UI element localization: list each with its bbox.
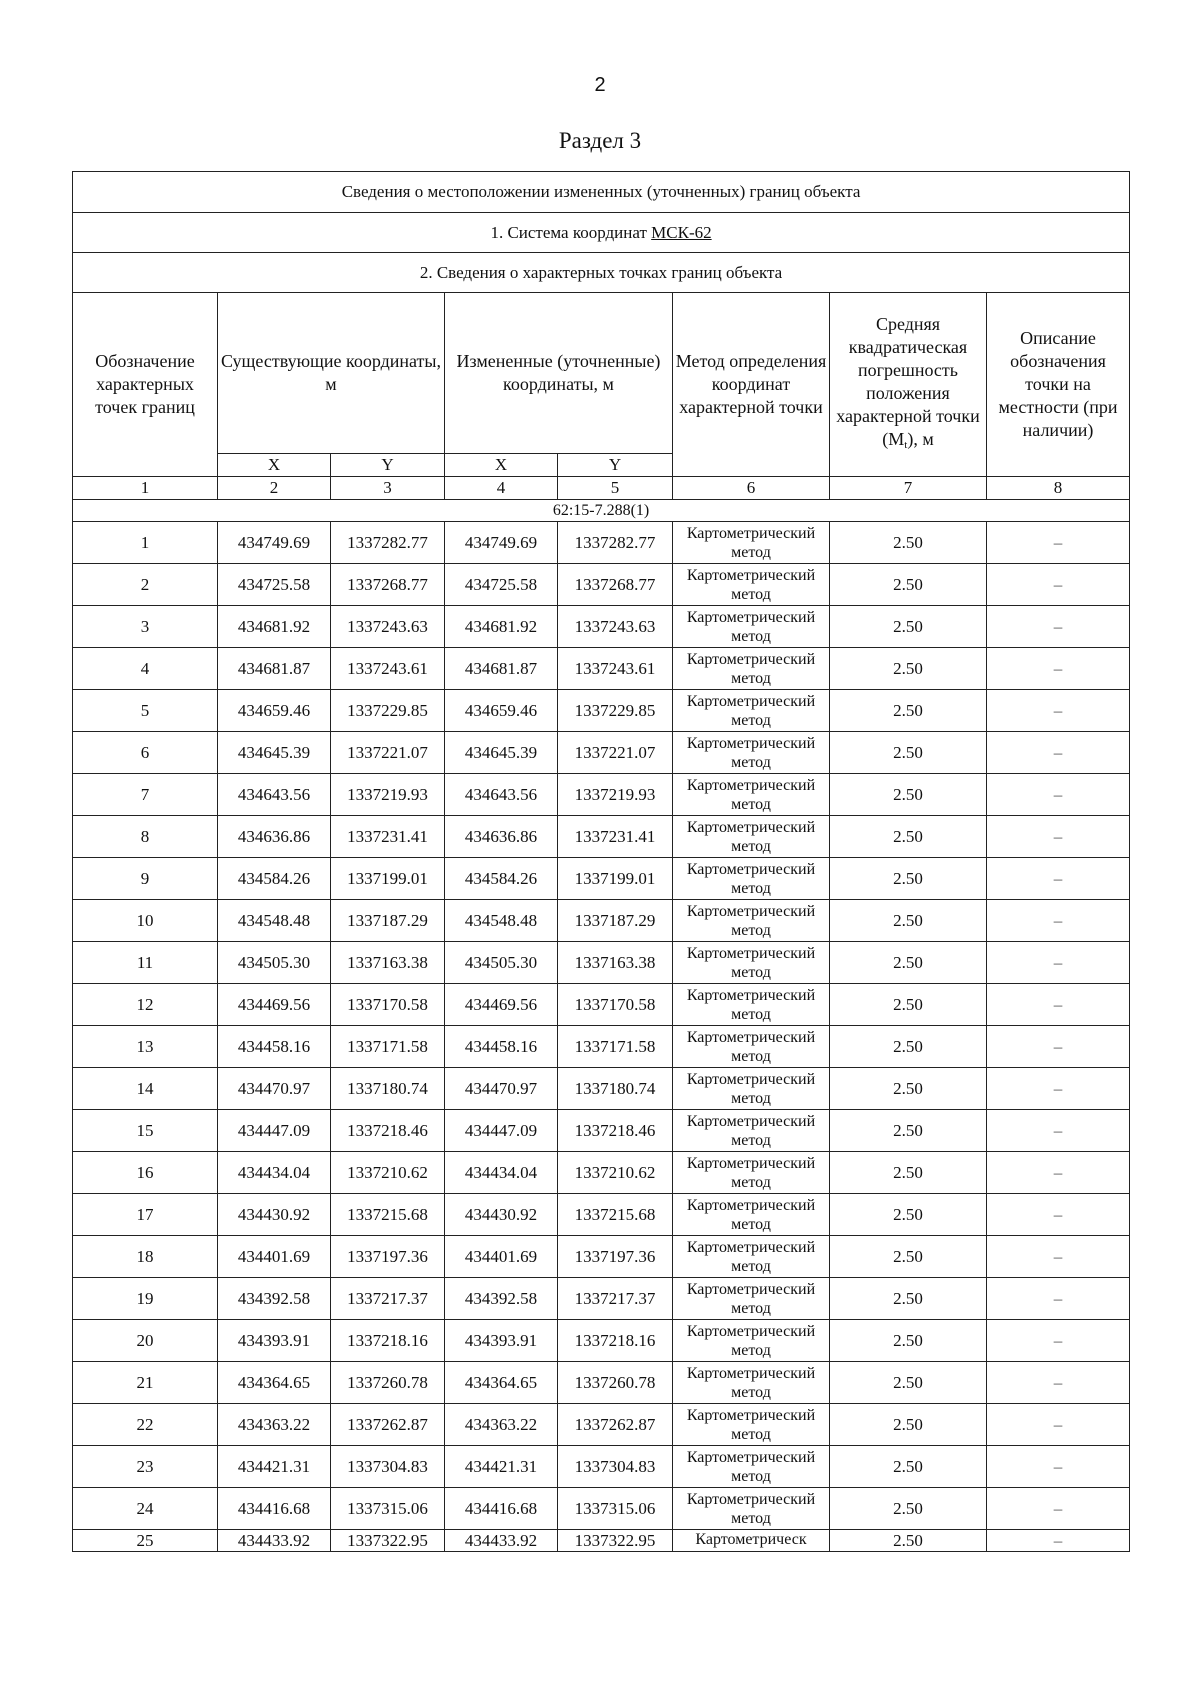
cell-method: Картометрический метод — [673, 648, 830, 690]
cell-changed-x: 434681.92 — [445, 606, 558, 648]
cell-existing-x: 434434.04 — [218, 1152, 331, 1194]
cell-mean-square-error: 2.50 — [830, 816, 987, 858]
cell-point-number: 12 — [73, 984, 218, 1026]
table-row — [73, 1278, 1130, 1320]
cell-changed-x: 434430.92 — [445, 1194, 558, 1236]
cell-changed-y: 1337171.58 — [558, 1026, 673, 1068]
table-row — [73, 1236, 1130, 1278]
table-row — [73, 606, 1130, 648]
cell-existing-x: 434470.97 — [218, 1068, 331, 1110]
cell-description: – — [987, 1362, 1130, 1404]
header-changed-coordinates: Измененные (уточненные) координаты, м — [445, 293, 673, 454]
cell-changed-y: 1337262.87 — [558, 1404, 673, 1446]
table-title: Сведения о местоположении измененных (уточненных) границ объекта — [73, 172, 1130, 213]
cell-changed-x: 434433.92 — [445, 1530, 558, 1552]
coordinate-system-row — [73, 213, 1130, 253]
cell-method: Картометрический метод — [673, 816, 830, 858]
header-description: Описание обозначения точки на местности (при наличии) — [987, 293, 1130, 477]
table-row — [73, 522, 1130, 564]
header-mean-square-error-unit: ), м — [907, 428, 934, 449]
table-row — [73, 1404, 1130, 1446]
cell-point-number: 1 — [73, 522, 218, 564]
cell-method: Картометрический метод — [673, 606, 830, 648]
cell-existing-x: 434363.22 — [218, 1404, 331, 1446]
cell-existing-y: 1337218.16 — [331, 1320, 445, 1362]
table-row — [73, 1488, 1130, 1530]
cell-mean-square-error: 2.50 — [830, 858, 987, 900]
cell-mean-square-error: 2.50 — [830, 1530, 987, 1552]
cell-changed-y: 1337231.41 — [558, 816, 673, 858]
cell-mean-square-error: 2.50 — [830, 1194, 987, 1236]
cell-point-number: 14 — [73, 1068, 218, 1110]
cell-point-number: 7 — [73, 774, 218, 816]
cell-existing-y: 1337171.58 — [331, 1026, 445, 1068]
cell-existing-x: 434725.58 — [218, 564, 331, 606]
cell-existing-y: 1337197.36 — [331, 1236, 445, 1278]
cell-mean-square-error: 2.50 — [830, 564, 987, 606]
cell-existing-y: 1337282.77 — [331, 522, 445, 564]
cell-description: – — [987, 984, 1130, 1026]
cell-mean-square-error: 2.50 — [830, 942, 987, 984]
table-row — [73, 984, 1130, 1026]
column-number: 1 — [73, 477, 218, 500]
cell-mean-square-error: 2.50 — [830, 690, 987, 732]
cell-changed-y: 1337197.36 — [558, 1236, 673, 1278]
cell-point-number: 22 — [73, 1404, 218, 1446]
cell-existing-y: 1337268.77 — [331, 564, 445, 606]
table-row — [73, 1362, 1130, 1404]
cell-changed-x: 434416.68 — [445, 1488, 558, 1530]
cell-description: – — [987, 1194, 1130, 1236]
table-row — [73, 1194, 1130, 1236]
cell-existing-x: 434681.92 — [218, 606, 331, 648]
cell-point-number: 21 — [73, 1362, 218, 1404]
cell-mean-square-error: 2.50 — [830, 732, 987, 774]
cell-existing-x: 434681.87 — [218, 648, 331, 690]
cell-changed-x: 434470.97 — [445, 1068, 558, 1110]
column-number: 2 — [218, 477, 331, 500]
cell-point-number: 10 — [73, 900, 218, 942]
cell-changed-y: 1337170.58 — [558, 984, 673, 1026]
cell-description: – — [987, 1110, 1130, 1152]
cell-existing-x: 434433.92 — [218, 1530, 331, 1552]
table-row — [73, 1530, 1130, 1552]
cell-mean-square-error: 2.50 — [830, 1446, 987, 1488]
cell-point-number: 25 — [73, 1530, 218, 1552]
cell-changed-y: 1337221.07 — [558, 732, 673, 774]
cell-description: – — [987, 1068, 1130, 1110]
cell-mean-square-error: 2.50 — [830, 1236, 987, 1278]
cell-point-number: 9 — [73, 858, 218, 900]
cell-changed-x: 434505.30 — [445, 942, 558, 984]
cell-changed-x: 434643.56 — [445, 774, 558, 816]
cell-changed-y: 1337219.93 — [558, 774, 673, 816]
cell-point-number: 13 — [73, 1026, 218, 1068]
header-mean-square-error-text: Средняя квадратическая погрешность положения характерной точки (M — [836, 313, 980, 449]
cell-method: Картометрический метод — [673, 858, 830, 900]
cell-point-number: 11 — [73, 942, 218, 984]
cell-changed-x: 434401.69 — [445, 1236, 558, 1278]
cell-changed-y: 1337217.37 — [558, 1278, 673, 1320]
column-number: 8 — [987, 477, 1130, 500]
cell-point-number: 4 — [73, 648, 218, 690]
cell-description: – — [987, 774, 1130, 816]
table-row — [73, 1110, 1130, 1152]
cell-existing-y: 1337199.01 — [331, 858, 445, 900]
table-row — [73, 774, 1130, 816]
header-changed-x: X — [445, 454, 558, 477]
cell-changed-y: 1337243.61 — [558, 648, 673, 690]
cell-existing-y: 1337243.61 — [331, 648, 445, 690]
cell-method: Картометрический метод — [673, 1236, 830, 1278]
cell-description: – — [987, 858, 1130, 900]
column-number: 3 — [331, 477, 445, 500]
cell-description: – — [987, 522, 1130, 564]
cell-changed-y: 1337243.63 — [558, 606, 673, 648]
cell-changed-x: 434681.87 — [445, 648, 558, 690]
cell-description: – — [987, 1320, 1130, 1362]
cell-point-number: 3 — [73, 606, 218, 648]
cell-existing-x: 434659.46 — [218, 690, 331, 732]
cell-existing-x: 434416.68 — [218, 1488, 331, 1530]
cell-mean-square-error: 2.50 — [830, 522, 987, 564]
cell-mean-square-error: 2.50 — [830, 1110, 987, 1152]
cell-existing-x: 434421.31 — [218, 1446, 331, 1488]
cell-existing-x: 434393.91 — [218, 1320, 331, 1362]
cell-description: – — [987, 1446, 1130, 1488]
cell-changed-x: 434434.04 — [445, 1152, 558, 1194]
cell-description: – — [987, 1488, 1130, 1530]
cell-changed-y: 1337180.74 — [558, 1068, 673, 1110]
cell-method: Картометрический метод — [673, 522, 830, 564]
cell-point-number: 23 — [73, 1446, 218, 1488]
header-mean-square-error — [830, 293, 987, 477]
table-row — [73, 564, 1130, 606]
cell-description: – — [987, 564, 1130, 606]
column-number: 5 — [558, 477, 673, 500]
cell-mean-square-error: 2.50 — [830, 1152, 987, 1194]
cell-existing-y: 1337180.74 — [331, 1068, 445, 1110]
table-row — [73, 900, 1130, 942]
table-row — [73, 1320, 1130, 1362]
boundary-points-table — [72, 171, 1130, 1552]
cell-existing-y: 1337243.63 — [331, 606, 445, 648]
cell-description: – — [987, 1404, 1130, 1446]
cell-method: Картометрический метод — [673, 1446, 830, 1488]
cell-existing-x: 434364.65 — [218, 1362, 331, 1404]
cell-existing-x: 434636.86 — [218, 816, 331, 858]
cell-changed-y: 1337322.95 — [558, 1530, 673, 1552]
cell-changed-x: 434421.31 — [445, 1446, 558, 1488]
cell-existing-y: 1337231.41 — [331, 816, 445, 858]
cell-description: – — [987, 1026, 1130, 1068]
cell-existing-x: 434458.16 — [218, 1026, 331, 1068]
cell-existing-y: 1337219.93 — [331, 774, 445, 816]
cell-mean-square-error: 2.50 — [830, 1278, 987, 1320]
cell-point-number: 8 — [73, 816, 218, 858]
cell-changed-x: 434447.09 — [445, 1110, 558, 1152]
cell-method: Картометрический метод — [673, 564, 830, 606]
cell-point-number: 18 — [73, 1236, 218, 1278]
cell-point-number: 2 — [73, 564, 218, 606]
cell-existing-x: 434584.26 — [218, 858, 331, 900]
cell-mean-square-error: 2.50 — [830, 1488, 987, 1530]
cell-existing-y: 1337217.37 — [331, 1278, 445, 1320]
cell-existing-y: 1337229.85 — [331, 690, 445, 732]
cell-description: – — [987, 732, 1130, 774]
cell-method: Картометрический метод — [673, 1068, 830, 1110]
cell-method: Картометрическ — [673, 1530, 830, 1552]
cell-existing-x: 434645.39 — [218, 732, 331, 774]
cell-changed-x: 434458.16 — [445, 1026, 558, 1068]
cell-description: – — [987, 900, 1130, 942]
header-point-designation: Обозначение характерных точек границ — [73, 293, 218, 477]
column-number: 6 — [673, 477, 830, 500]
cell-method: Картометрический метод — [673, 774, 830, 816]
cell-description: – — [987, 942, 1130, 984]
cell-method: Картометрический метод — [673, 1404, 830, 1446]
cell-changed-y: 1337187.29 — [558, 900, 673, 942]
cell-mean-square-error: 2.50 — [830, 900, 987, 942]
cell-changed-y: 1337163.38 — [558, 942, 673, 984]
cell-existing-y: 1337170.58 — [331, 984, 445, 1026]
section-title: Раздел 3 — [558, 128, 642, 153]
cell-existing-y: 1337322.95 — [331, 1530, 445, 1552]
points-section-title: 2. Сведения о характерных точках границ объекта — [73, 253, 1130, 293]
cell-existing-x: 434548.48 — [218, 900, 331, 942]
cell-changed-x: 434725.58 — [445, 564, 558, 606]
coordinate-system-value: МСК-62 — [651, 222, 712, 242]
cell-point-number: 20 — [73, 1320, 218, 1362]
cell-changed-x: 434392.58 — [445, 1278, 558, 1320]
cell-mean-square-error: 2.50 — [830, 774, 987, 816]
table-row — [73, 1446, 1130, 1488]
cell-point-number: 17 — [73, 1194, 218, 1236]
cell-existing-x: 434401.69 — [218, 1236, 331, 1278]
cell-changed-y: 1337260.78 — [558, 1362, 673, 1404]
cell-method: Картометрический метод — [673, 1194, 830, 1236]
cell-method: Картометрический метод — [673, 1278, 830, 1320]
table-row — [73, 648, 1130, 690]
cell-existing-y: 1337218.46 — [331, 1110, 445, 1152]
cell-changed-y: 1337268.77 — [558, 564, 673, 606]
cell-point-number: 6 — [73, 732, 218, 774]
cell-mean-square-error: 2.50 — [830, 1026, 987, 1068]
cell-existing-x: 434643.56 — [218, 774, 331, 816]
cell-changed-y: 1337304.83 — [558, 1446, 673, 1488]
cell-changed-y: 1337315.06 — [558, 1488, 673, 1530]
page-number: 2 — [594, 74, 606, 96]
cell-existing-y: 1337215.68 — [331, 1194, 445, 1236]
cell-changed-x: 434584.26 — [445, 858, 558, 900]
column-number: 4 — [445, 477, 558, 500]
table-row — [73, 816, 1130, 858]
cell-point-number: 19 — [73, 1278, 218, 1320]
cell-description: – — [987, 606, 1130, 648]
table-row — [73, 1026, 1130, 1068]
cell-method: Картометрический метод — [673, 942, 830, 984]
cell-method: Картометрический метод — [673, 1488, 830, 1530]
cell-method: Картометрический метод — [673, 1152, 830, 1194]
cell-point-number: 15 — [73, 1110, 218, 1152]
table-row — [73, 732, 1130, 774]
cell-changed-x: 434659.46 — [445, 690, 558, 732]
cell-existing-y: 1337187.29 — [331, 900, 445, 942]
cell-existing-y: 1337221.07 — [331, 732, 445, 774]
header-mean-square-error-subscript: t — [904, 438, 908, 451]
cell-mean-square-error: 2.50 — [830, 1320, 987, 1362]
cell-changed-x: 434645.39 — [445, 732, 558, 774]
cell-changed-x: 434636.86 — [445, 816, 558, 858]
cell-changed-y: 1337210.62 — [558, 1152, 673, 1194]
cell-point-number: 5 — [73, 690, 218, 732]
cell-existing-y: 1337260.78 — [331, 1362, 445, 1404]
cell-existing-x: 434505.30 — [218, 942, 331, 984]
cell-point-number: 24 — [73, 1488, 218, 1530]
cell-existing-x: 434430.92 — [218, 1194, 331, 1236]
cell-changed-y: 1337282.77 — [558, 522, 673, 564]
table-row — [73, 690, 1130, 732]
cell-changed-x: 434548.48 — [445, 900, 558, 942]
cell-point-number: 16 — [73, 1152, 218, 1194]
cell-description: – — [987, 690, 1130, 732]
table-row — [73, 942, 1130, 984]
table-row — [73, 1152, 1130, 1194]
cell-description: – — [987, 1530, 1130, 1552]
cell-mean-square-error: 2.50 — [830, 606, 987, 648]
cell-existing-y: 1337262.87 — [331, 1404, 445, 1446]
cell-existing-x: 434469.56 — [218, 984, 331, 1026]
cell-changed-y: 1337218.16 — [558, 1320, 673, 1362]
table-row — [73, 1068, 1130, 1110]
table-row — [73, 858, 1130, 900]
header-existing-y: Y — [331, 454, 445, 477]
cell-description: – — [987, 1152, 1130, 1194]
cell-description: – — [987, 648, 1130, 690]
cell-changed-x: 434364.65 — [445, 1362, 558, 1404]
cell-mean-square-error: 2.50 — [830, 1404, 987, 1446]
cell-changed-x: 434469.56 — [445, 984, 558, 1026]
coordinate-system-label: 1. Система координат — [490, 222, 647, 242]
cell-description: – — [987, 1236, 1130, 1278]
cell-changed-x: 434363.22 — [445, 1404, 558, 1446]
cell-existing-y: 1337315.06 — [331, 1488, 445, 1530]
cell-changed-x: 434749.69 — [445, 522, 558, 564]
cell-existing-y: 1337210.62 — [331, 1152, 445, 1194]
cell-method: Картометрический метод — [673, 1110, 830, 1152]
cell-description: – — [987, 816, 1130, 858]
header-existing-coordinates: Существующие координаты, м — [218, 293, 445, 454]
cell-mean-square-error: 2.50 — [830, 1362, 987, 1404]
cell-method: Картометрический метод — [673, 1362, 830, 1404]
cell-mean-square-error: 2.50 — [830, 648, 987, 690]
cell-changed-y: 1337218.46 — [558, 1110, 673, 1152]
column-number: 7 — [830, 477, 987, 500]
cell-changed-y: 1337215.68 — [558, 1194, 673, 1236]
header-existing-x: X — [218, 454, 331, 477]
header-changed-y: Y — [558, 454, 673, 477]
cell-method: Картометрический метод — [673, 1320, 830, 1362]
cell-changed-y: 1337229.85 — [558, 690, 673, 732]
cell-changed-y: 1337199.01 — [558, 858, 673, 900]
cell-method: Картометрический метод — [673, 1026, 830, 1068]
cell-existing-y: 1337163.38 — [331, 942, 445, 984]
cell-existing-x: 434447.09 — [218, 1110, 331, 1152]
cell-method: Картометрический метод — [673, 900, 830, 942]
cell-changed-x: 434393.91 — [445, 1320, 558, 1362]
cell-method: Картометрический метод — [673, 984, 830, 1026]
cell-description: – — [987, 1278, 1130, 1320]
cell-method: Картометрический метод — [673, 690, 830, 732]
cell-existing-x: 434392.58 — [218, 1278, 331, 1320]
cell-existing-y: 1337304.83 — [331, 1446, 445, 1488]
cell-existing-x: 434749.69 — [218, 522, 331, 564]
object-label: 62:15-7.288(1) — [73, 500, 1130, 522]
cell-mean-square-error: 2.50 — [830, 1068, 987, 1110]
cell-mean-square-error: 2.50 — [830, 984, 987, 1026]
header-method: Метод определения координат характерной точки — [673, 293, 830, 477]
cell-method: Картометрический метод — [673, 732, 830, 774]
